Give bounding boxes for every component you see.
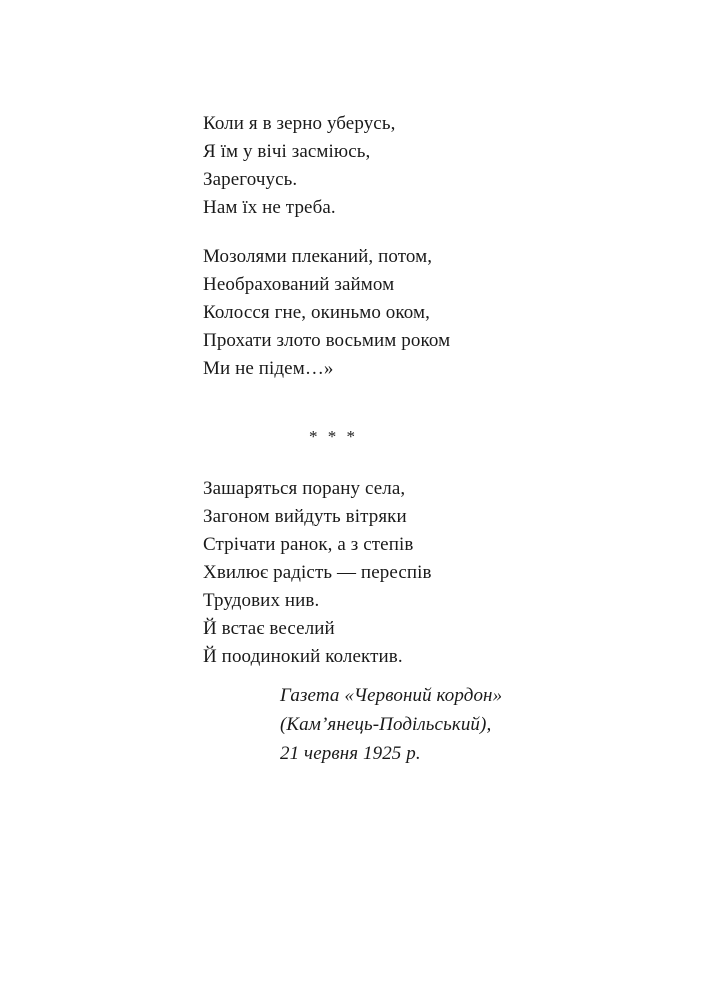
section-divider: * * *: [309, 427, 358, 446]
poem-line: Стрічати ранок, а з степів: [203, 534, 414, 555]
source-line: 21 червня 1925 р.: [280, 743, 421, 764]
poem-line: Загоном вийдуть вітряки: [203, 506, 407, 527]
poem-line: Необрахований займом: [203, 274, 395, 295]
poem-line: Колосся гне, окиньмо оком,: [203, 302, 430, 323]
source-line: (Кам’янець-Подільський),: [280, 714, 492, 735]
poem-stanza-2: [203, 243, 450, 383]
poem-line: Зарегочусь.: [203, 169, 298, 190]
source-attribution: [280, 681, 502, 768]
poem-line: Хвилює радість — переспів: [203, 562, 432, 583]
poem-line: Ми не підем…»: [203, 358, 334, 379]
poem-line: Коли я в зерно уберусь,: [203, 113, 396, 134]
poem-line: Й поодинокий колектив.: [203, 646, 403, 667]
source-line: Газета «Червоний кордон»: [280, 685, 503, 706]
poem-line: Зашаряться порану села,: [203, 478, 406, 499]
poem-line: Прохати злото восьмим роком: [203, 330, 451, 351]
poem-line: Нам їх не треба.: [203, 197, 336, 218]
poem-stanza-1: [203, 110, 395, 222]
poem-line: Мозолями плеканий, потом,: [203, 246, 433, 267]
poem-line: Я їм у вічі засміюсь,: [203, 141, 371, 162]
poem-line: Й встає веселий: [203, 618, 335, 639]
poem-line: Трудових нив.: [203, 590, 320, 611]
poem-stanza-3: [203, 475, 432, 671]
